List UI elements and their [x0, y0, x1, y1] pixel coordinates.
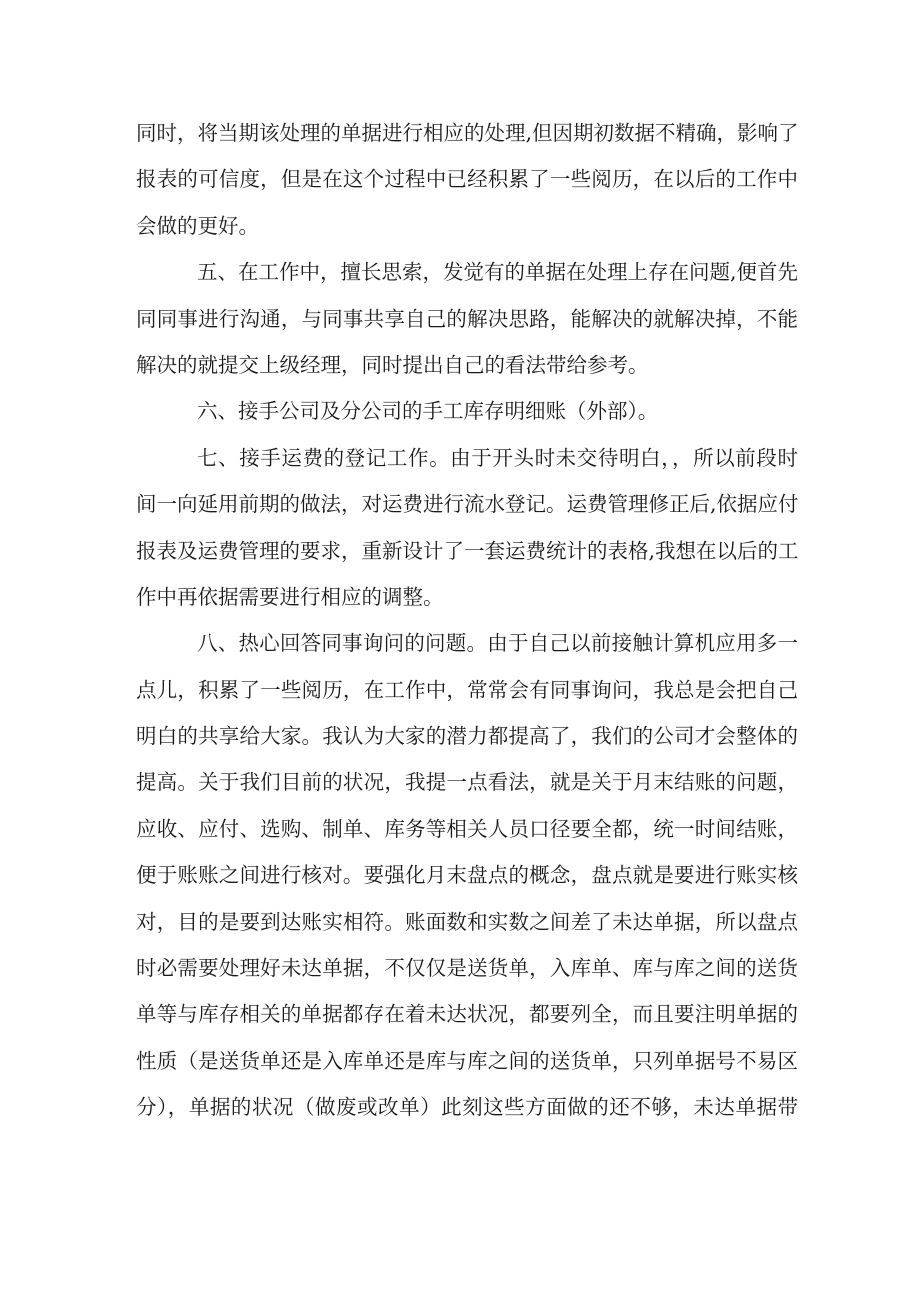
paragraph-item-5	[136, 249, 798, 388]
text-line: 单等与库存相关的单据都存在着未达状况，都要列全，而且要注明单据的	[136, 1002, 798, 1027]
text-line: 报表的可信度，但是在这个过程中已经积累了一些阅历，在以后的工作中	[136, 167, 798, 192]
text-line: 时必需要处理好未达单据，不仅仅是送货单，入库单、库与库之间的送货	[136, 956, 798, 981]
text-line: 会做的更好。	[136, 213, 259, 238]
text-line: 性质（是送货单还是入库单还是库与库之间的送货单，只列单据号不易区	[136, 1048, 798, 1073]
paragraph-item-6	[136, 388, 798, 434]
text-line: 应收、应付、选购、制单、库务等相关人员口径要全都，统一时间结账，	[136, 816, 798, 841]
text-line: 六、接手公司及分公司的手工库存明细账（外部）。	[197, 399, 659, 424]
document-body	[136, 110, 798, 1131]
text-line: 同时，将当期该处理的单据进行相应的处理,但因期初数据不精确，影响了	[136, 121, 799, 145]
text-line: 作中再依据需要进行相应的调整。	[136, 584, 444, 609]
text-line: 七、接手运费的登记工作。由于开头时未交待明白，，所以前段时	[197, 445, 798, 470]
text-line: 五、在工作中，擅长思索，发觉有的单据在处理上存在问题,便首先	[197, 260, 799, 285]
text-line: 同同事进行沟通，与同事共享自己的解决思路，能解决的就解决掉，不能	[136, 306, 798, 331]
text-line: 解决的就提交上级经理，同时提出自己的看法带给参考。	[136, 352, 649, 377]
paragraph-continuation	[136, 110, 798, 249]
text-line: 分），单据的状况（做废或改单）此刻这些方面做的还不够，未达单据带	[136, 1095, 798, 1120]
text-line: 提高。关于我们目前的状况，我提一点看法，就是关于月末结账的问题，	[136, 770, 798, 795]
text-line: 对，目的是要到达账实相符。账面数和实数之间差了未达单据，所以盘点	[136, 909, 798, 934]
text-line: 八、热心回答同事询问的问题。由于自己以前接触计算机应用多一	[197, 631, 798, 656]
text-line: 报表及运费管理的要求，重新设计了一套运费统计的表格,我想在以后的工	[136, 538, 799, 563]
text-line: 间一向延用前期的做法，对运费进行流水登记。运费管理修正后,依据应付	[136, 492, 799, 517]
paragraph-item-7	[136, 435, 798, 621]
text-line: 明白的共享给大家。我认为大家的潜力都提高了，我们的公司才会整体的	[136, 724, 798, 749]
text-line: 点儿，积累了一些阅历，在工作中，常常会有同事询问，我总是会把自己	[136, 677, 798, 702]
paragraph-item-8	[136, 620, 798, 1130]
text-line: 便于账账之间进行核对。要强化月末盘点的概念，盘点就是要进行账实核	[136, 863, 798, 888]
